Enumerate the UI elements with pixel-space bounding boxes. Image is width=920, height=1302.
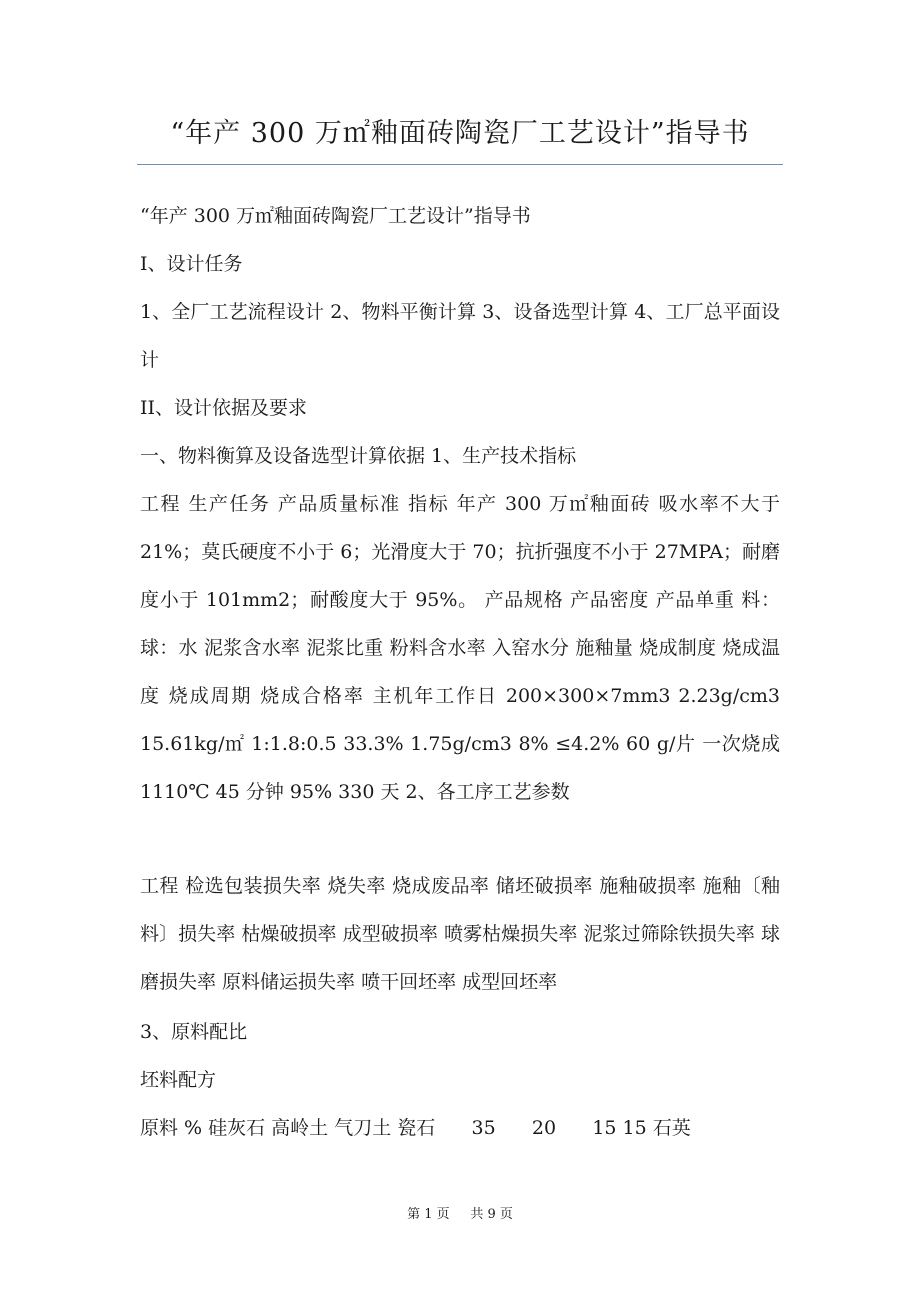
paragraph-tasks: 1、全厂工艺流程设计 2、物料平衡计算 3、设备选型计算 4、工厂总平面设计 (140, 301, 780, 371)
paragraph-formula-row: 原料 % 硅灰石 高岭土 气刀土 瓷石 35 20 15 15 石英 (140, 1117, 691, 1139)
title-divider (137, 164, 783, 165)
paragraph-section-2: II、设计依据及要求 (140, 397, 308, 419)
paragraph-process-params: 工程 检选包装损失率 烧失率 烧成废品率 储坯破损率 施釉破损率 施釉〔釉料〕损失率 枯燥破损率 成型破损率 喷雾枯燥损失率 泥浆过筛除铁损失率 球磨损失率 原料储运损失率 喷干回坯率 成型回坯率 (140, 875, 780, 993)
page-title: “年产 300 万㎡釉面砖陶瓷厂工艺设计”指导书 (170, 118, 750, 149)
paragraph-basis: 一、物料衡算及设备选型计算依据 1、生产技术指标 (140, 445, 577, 467)
paragraph-section-1: I、设计任务 (140, 253, 243, 275)
paragraph-production-indicators: 工程 生产任务 产品质量标准 指标 年产 300 万㎡釉面砖 吸水率不大于 21%；莫氏硬度不小于 6；光滑度大于 70；抗折强度不小于 27MPA；耐磨度小于 101mm2；耐酸度大于 95%。 产品规格 产品密度 产品单重 料：球：水 泥浆含水率 泥浆比重 粉料含水率 入窑水分 施釉量 烧成制度 烧成温度 烧成周期 烧成合格率 主机年工作日 200×300×7mm3 2.23g/cm3 15.61kg/㎡ 1:1.8:0.5 33.3% 1.75g/cm3 8% ≤4.2% 60 g/片 一次烧成 1110℃ 45 分钟 95% 330 天 2、各工序工艺参数 (140, 493, 781, 803)
page-number: 第 1 页 (407, 1207, 450, 1222)
page-total: 共 9 页 (470, 1207, 513, 1222)
page-footer (0, 1206, 920, 1224)
paragraph-ratio-heading: 3、原料配比 (140, 1021, 248, 1043)
paragraph-body-formula: 坯料配方 (140, 1069, 217, 1091)
paragraph-subtitle: “年产 300 万㎡釉面砖陶瓷厂工艺设计”指导书 (140, 205, 531, 227)
